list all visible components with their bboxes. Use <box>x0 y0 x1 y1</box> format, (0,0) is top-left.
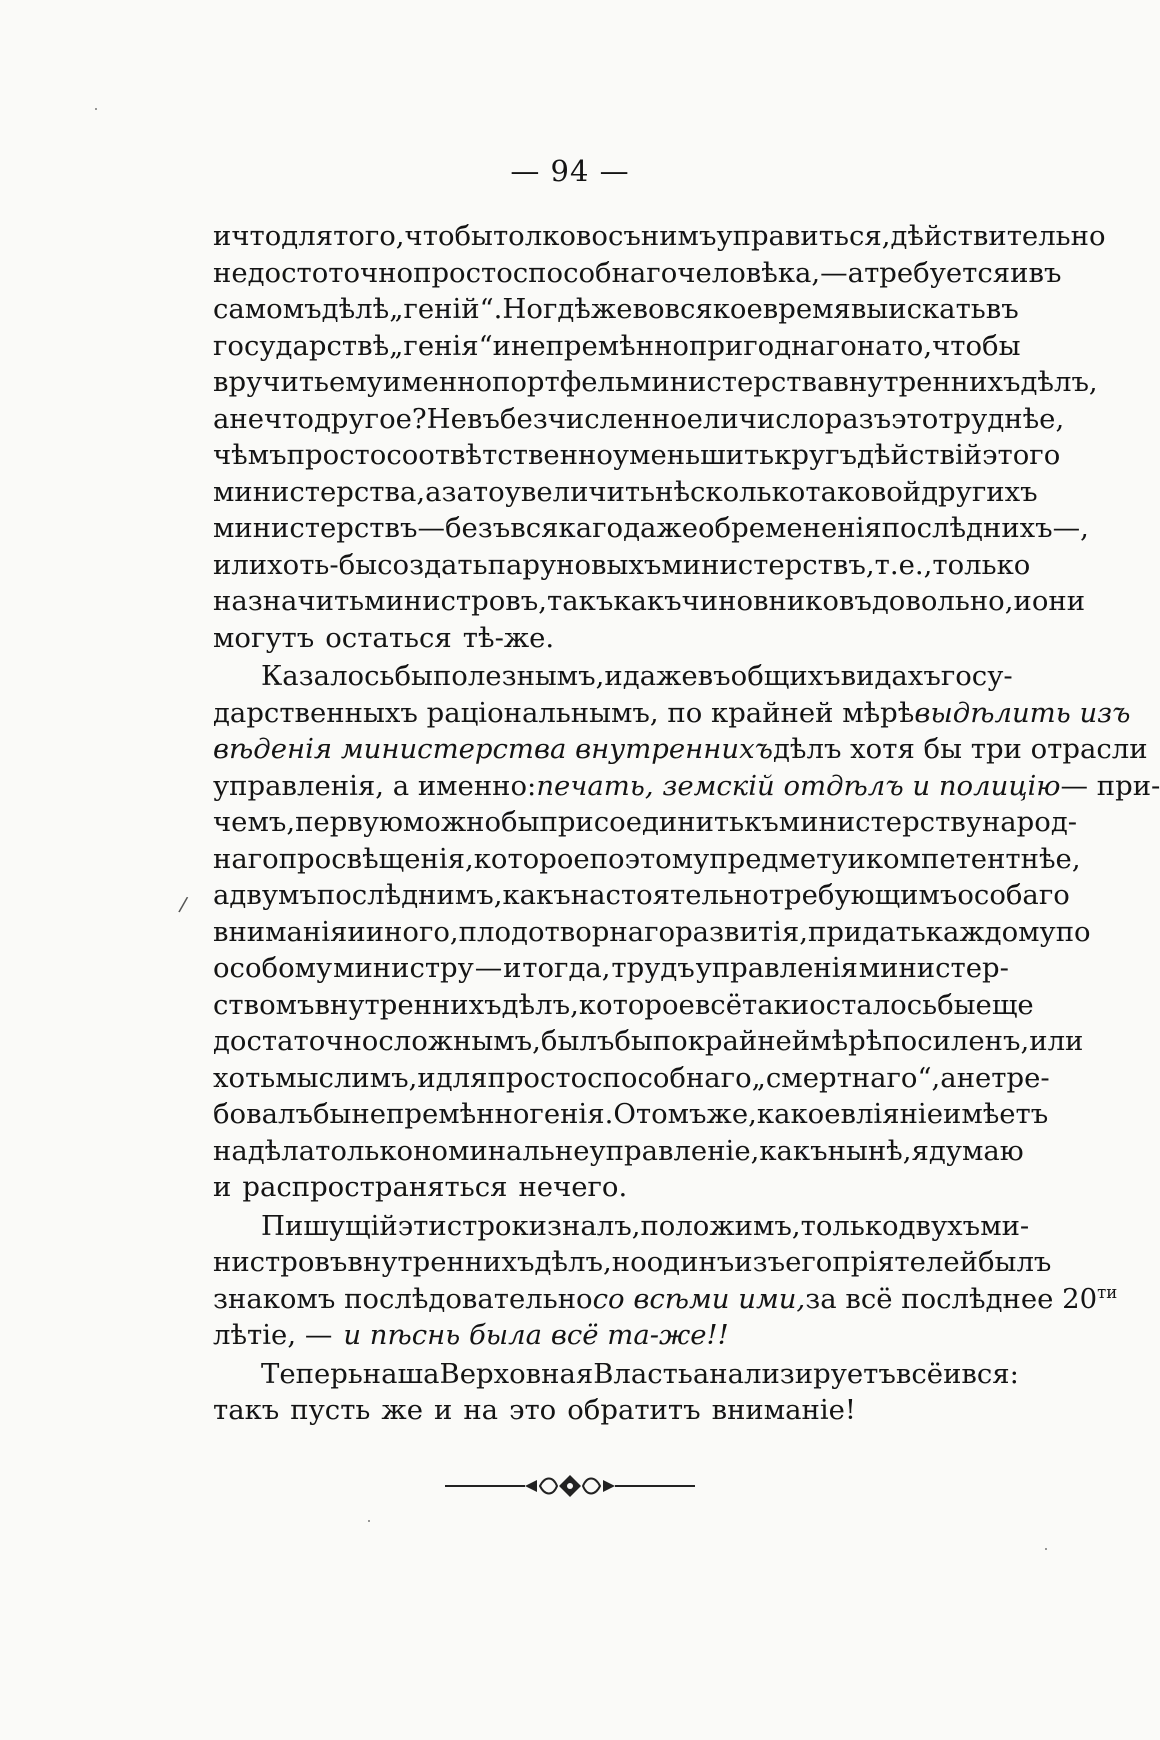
text-line: наго просвѣщенія, которое по этому предмету и компетентнѣе, <box>213 842 1081 875</box>
text-segment: знакомъ послѣдовательно <box>213 1282 593 1315</box>
text-segment: дѣлъ хотя бы три отрасли <box>772 733 1148 765</box>
text-line: самомъ дѣлѣ „геній“. Но гдѣ же во всякое время выискать въ <box>213 293 1019 325</box>
text-line: Пишущій эти строки зналъ, положимъ, только двухъ ми- <box>261 1209 1030 1242</box>
text-line: такъ пусть же и на это обратитъ вниманіе! <box>213 1394 856 1426</box>
text-segment: управленія, а именно: <box>213 769 537 802</box>
paragraph-2 <box>213 658 1160 1206</box>
text-line: достаточно сложнымъ, былъ бы по крайней мѣрѣ посиленъ, или <box>213 1025 1084 1057</box>
paragraph-1 <box>213 218 1106 656</box>
text-line: а двумъ послѣднимъ, какъ настоятельно требующимъ особаго <box>213 879 1070 911</box>
text-line: нистровъ внутреннихъ дѣлъ, но одинъ изъ его пріятелей былъ <box>213 1246 1052 1278</box>
text-line: на дѣла только номинальне управленіе, какъ нынѣ, я думаю <box>213 1134 1024 1167</box>
text-line: Казалось бы полезнымъ, и даже въ общихъ видахъ госу- <box>261 660 1013 692</box>
text-line: назначить министровъ, такъ какъ чиновниковъ довольно, и они <box>213 585 1086 617</box>
speck <box>1045 1548 1047 1550</box>
text-segment <box>805 1281 1117 1318</box>
paragraph-4 <box>213 1356 1019 1429</box>
ornament-flourish-icon <box>445 1471 695 1501</box>
text-line <box>213 1317 1009 1354</box>
text-line: или хоть-бы создать пару новыхъ министерствъ, т. е., только <box>213 548 1031 581</box>
superscript: ти <box>1097 1282 1118 1302</box>
speck <box>368 1520 370 1522</box>
text-line: особому министру — и тогда, трудъ управленія министер- <box>213 952 1009 984</box>
text-segment: — при- <box>1060 769 1160 802</box>
text-line: чѣмъ просто соотвѣтственно уменьшить кругъ дѣйствій этого <box>213 439 1061 471</box>
paragraph-3 <box>213 1208 1118 1354</box>
text-line: недостоточно просто способнаго человѣка, — а требуется и въ <box>213 256 1062 289</box>
text-line <box>213 1281 1118 1318</box>
text-line: вручить ему именно портфель министерства внутреннихъ дѣлъ, <box>213 366 1098 398</box>
margin-mark: / <box>177 891 190 917</box>
speck <box>95 108 97 110</box>
text-line: министерствъ — безъ всякаго даже обремененія послѣднихъ —, <box>213 512 1089 544</box>
text-line: министерства, а зато увеличить нѣсколько таковой другихъ <box>213 475 1038 508</box>
text-segment: за всё послѣднее 20 <box>805 1282 1098 1315</box>
text-line: хоть мыслимъ, и для просто способнаго „смертнаго“, а не тре- <box>213 1061 1050 1094</box>
text-line: Теперь наша Верховная Власть анализируетъ всё и вся: <box>261 1357 1019 1390</box>
text-line: и распространяться нечего. <box>213 1171 628 1203</box>
text-segment: лѣтіе, — <box>213 1319 333 1351</box>
text-line: вниманія и иного, плодотворнаго развитія, придать каждому по <box>213 915 1091 948</box>
text-line <box>213 695 1131 732</box>
text-line: а не что другое? Не въ безчисленное ли число разъ это труднѣе, <box>213 402 1065 435</box>
text-line: ствомъ внутреннихъ дѣлъ, которое всё таки осталось бы еще <box>213 988 1034 1021</box>
italic-segment: со всѣми ими, <box>592 1282 806 1315</box>
text-line: бовалъ бы непремѣнно генія. О томъ же, какое вліяніе имѣетъ <box>213 1098 1049 1130</box>
italic-segment: выдѣлить изъ <box>914 696 1131 729</box>
text-segment: дарственныхъ раціональнымъ, по крайней мѣрѣ <box>213 696 915 729</box>
text-line: чемъ, первую можно бы присоединить къ министерству народ- <box>213 806 1078 838</box>
tailpiece-ornament <box>0 1466 1140 1506</box>
page-number: — 94 — <box>510 154 630 188</box>
text-line: могутъ остаться тѣ-же. <box>213 621 555 654</box>
text-line <box>213 768 1160 805</box>
body-text <box>213 218 1160 1429</box>
text-line: и что для того, чтобы толково съ нимъ управиться, дѣйствительно <box>213 220 1106 252</box>
italic-segment: вѣденія министерства внутреннихъ <box>213 733 773 765</box>
text-line: государствѣ „генія“ и непремѣнно пригоднаго на то, чтобы <box>213 329 1021 362</box>
italic-segment: печать, земскій отдѣлъ и полицію <box>536 769 1061 802</box>
text-line <box>213 731 1148 768</box>
italic-segment: и пѣснь была всё та-же!! <box>343 1319 729 1351</box>
